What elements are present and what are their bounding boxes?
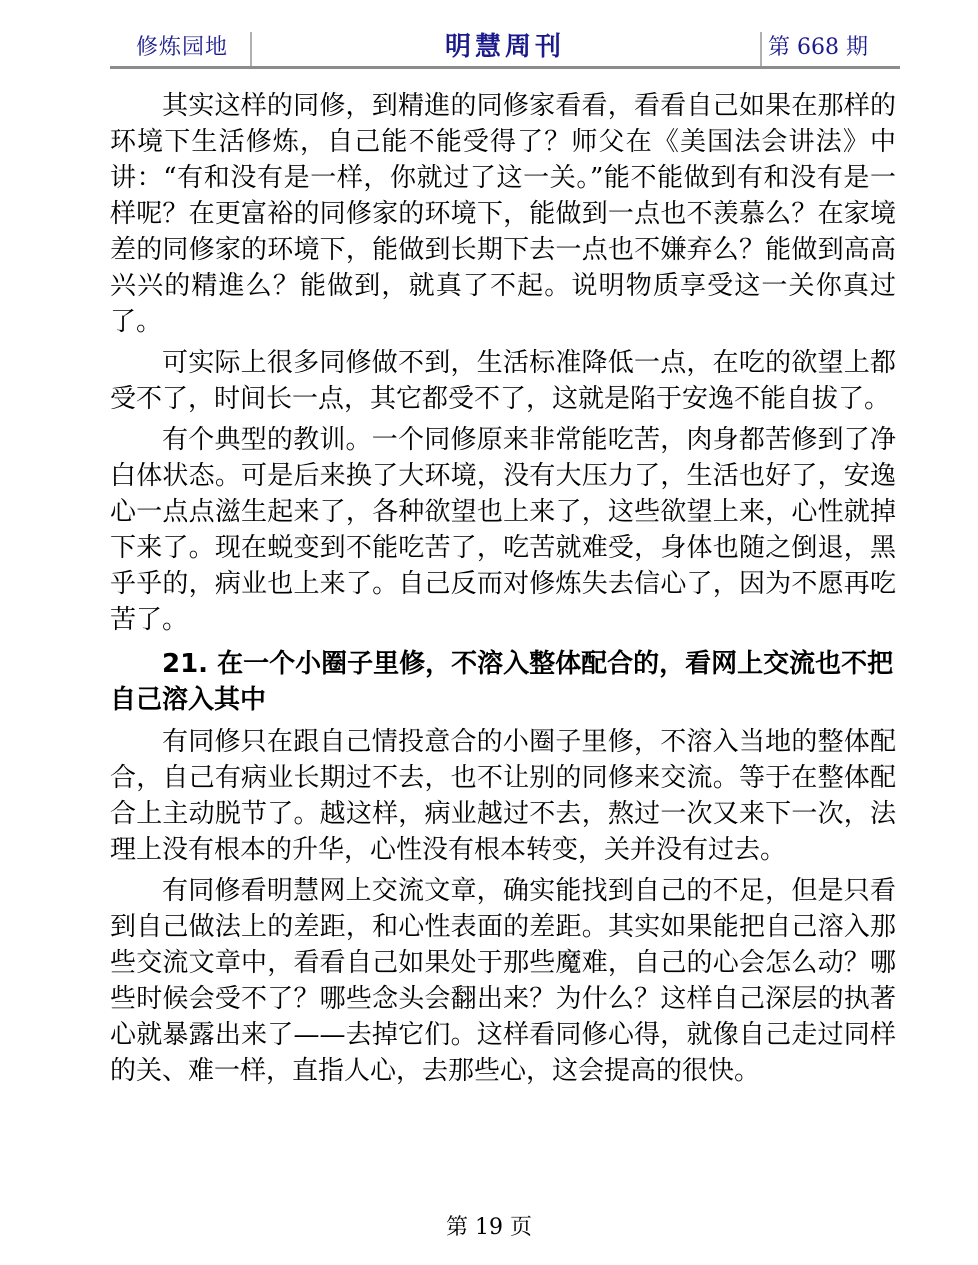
paragraph: 有同修只在跟自己情投意合的小圈子里修，不溶入当地的整体配合，自己有病业长期过不去，也不让别的同修来交流。等于在整体配合上主动脱节了。越这样，病业越过不去，熬过一次又来下一次，法理上没有根本的升华，心性没有根本转变，关并没有过去。 xyxy=(110,727,896,865)
paragraph: 可实际上很多同修做不到，生活标准降低一点，在吃的欲望上都受不了，时间长一点，其它都受不了，这就是陷于安逸不能自拔了。 xyxy=(110,348,896,414)
issue-number: 第 668 期 xyxy=(768,35,868,60)
paragraph: 其实这样的同修，到精進的同修家看看，看看自己如果在那样的环境下生活修炼，自己能不能受得了？师父在《美国法会讲法》中讲：“有和没有是一样，你就过了这一关。”能不能做到有和没有是一样呢？在更富裕的同修家的环境下，能做到一点也不羡慕么？在家境差的同修家的环境下，能做到长期下去一点也不嫌弃么？能做到高高兴兴的精進么？能做到，就真了不起。说明物质享受这一关你真过了。 xyxy=(110,91,896,337)
section-heading: 21. 在一个小圈子里修，不溶入整体配合的，看网上交流也不把自己溶入其中 xyxy=(110,649,894,715)
section-label: 修炼园地 xyxy=(136,35,229,60)
journal-title: 明慧周刊 xyxy=(444,32,565,62)
header-separator-right xyxy=(760,32,762,66)
article-body xyxy=(110,88,896,1094)
page-header xyxy=(110,26,900,66)
page-number: 第 19 页 xyxy=(446,1215,532,1240)
header-divider xyxy=(110,66,900,69)
paragraph: 有同修看明慧网上交流文章，确实能找到自己的不足，但是只看到自己做法上的差距，和心性表面的差距。其实如果能把自己溶入那些交流文章中，看看自己如果处于那些魔难，自己的心会怎么动？哪些时候会受不了？哪些念头会翻出来？为什么？这样自己深层的执著心就暴露出来了——去掉它们。这样看同修心得，就像自己走过同样的关、难一样，直指人心，去那些心，这会提高的很快。 xyxy=(110,876,896,1086)
paragraph: 有个典型的教训。一个同修原来非常能吃苦，肉身都苦修到了净白体状态。可是后来换了大环境，没有大压力了，生活也好了，安逸心一点点滋生起来了，各种欲望也上来了，这些欲望上来，心性就掉下来了。现在蜕变到不能吃苦了，吃苦就难受，身体也随之倒退，黑乎乎的，病业也上来了。自己反而对修炼失去信心了，因为不愿再吃苦了。 xyxy=(110,425,896,635)
